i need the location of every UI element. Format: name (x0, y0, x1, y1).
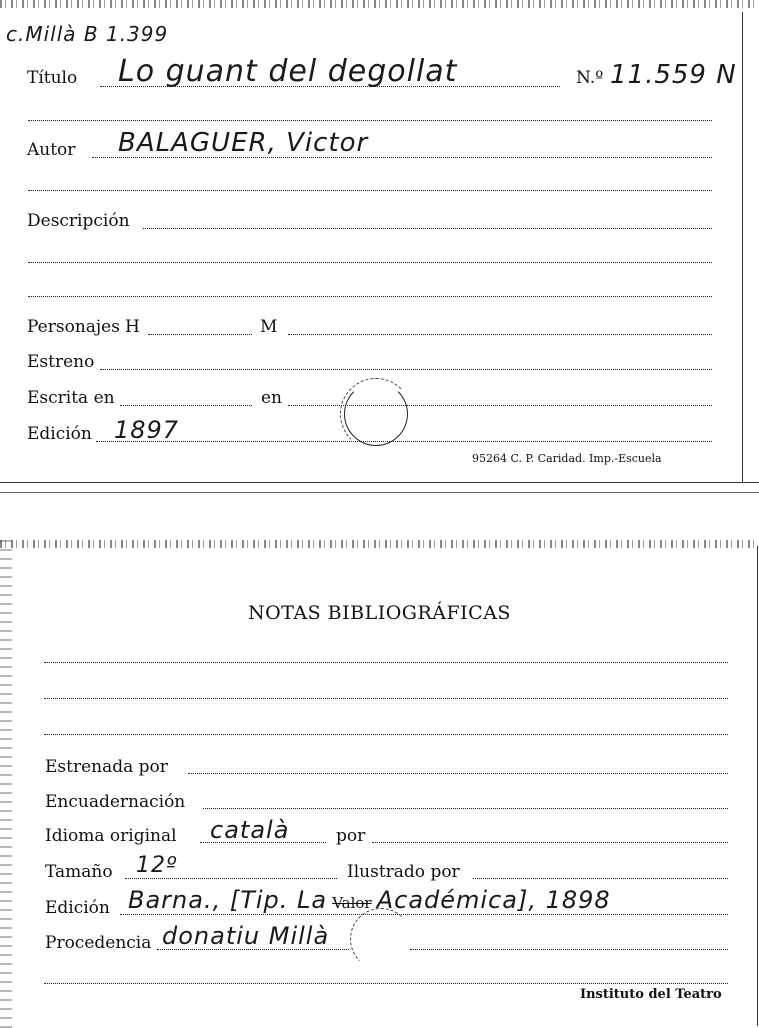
edicion-line (96, 441, 712, 442)
estreno-label: Estreno (27, 352, 95, 372)
tamano-value: 12º (136, 853, 178, 878)
edicion-back-struck: Valor (332, 894, 372, 912)
encuadernacion-line (203, 808, 728, 809)
notas-line-1 (44, 662, 728, 663)
autor-value: BALAGUER, Victor (118, 128, 369, 158)
personajes-m-line (288, 334, 712, 335)
titulo-label: Título (27, 68, 78, 88)
edicion-back-label: Edición (45, 898, 110, 918)
card-right-edge (742, 12, 743, 482)
notas-line-2 (44, 698, 728, 699)
printer-imprint: 95264 C. P. Caridad. Imp.-Escuela (472, 452, 662, 465)
tamano-line (125, 878, 337, 879)
notas-line-bottom (44, 983, 728, 984)
idioma-label: Idioma original (45, 826, 177, 846)
personajes-h-line (148, 334, 252, 335)
card-bottom-edge (0, 482, 759, 483)
numero-label: N.º (576, 68, 604, 88)
personajes-m-label: M (260, 317, 278, 337)
idioma-por-line (372, 842, 728, 843)
descripcion-label: Descripción (27, 211, 130, 231)
edicion-back-value-part1: Barna., [Tip. La (128, 886, 328, 914)
catalog-card-front (0, 0, 759, 495)
titulo-line-2 (28, 120, 712, 121)
estreno-line (100, 369, 712, 370)
idioma-por-label: por (336, 826, 366, 846)
ink-stamp-arc (340, 378, 412, 450)
tamano-label: Tamaño (45, 862, 113, 882)
escrita-line (120, 405, 252, 406)
edicion-back-value-part2: Académica], 1898 (376, 886, 611, 914)
card-edge-noise (0, 0, 759, 8)
card-bottom-shadow (0, 492, 759, 493)
card-edge-noise (0, 540, 759, 548)
procedencia-value: donatiu Millà (162, 922, 330, 950)
edicion-value: 1897 (114, 416, 180, 444)
corner-note: c.Millà B 1.399 (6, 22, 169, 46)
notas-line-3 (44, 734, 728, 735)
encuadernacion-label: Encuadernación (45, 792, 186, 812)
escrita-en-label: en (261, 388, 283, 408)
escrita-label: Escrita en (27, 388, 115, 408)
estrenada-line (188, 773, 728, 774)
edicion-back-line (120, 914, 728, 915)
autor-label: Autor (27, 140, 76, 160)
numero-value: 11.559 N (610, 60, 737, 90)
catalog-card-back (0, 540, 759, 1028)
descripcion-line (143, 228, 712, 229)
ilustrado-line (473, 878, 728, 879)
titulo-value: Lo guant del degollat (118, 54, 458, 89)
autor-line-2 (28, 190, 712, 191)
estrenada-label: Estrenada por (45, 757, 168, 777)
ink-stamp-arc (350, 908, 412, 970)
procedencia-label: Procedencia (45, 933, 152, 953)
edicion-label: Edición (27, 424, 92, 444)
descripcion-line-2 (28, 262, 712, 263)
idioma-value: català (210, 816, 290, 844)
procedencia-line-2 (410, 949, 728, 950)
descripcion-line-3 (28, 296, 712, 297)
ilustrado-label: Ilustrado por (347, 862, 460, 882)
personajes-label: Personajes (27, 317, 120, 337)
footer-institution: Instituto del Teatro (580, 987, 722, 1002)
personajes-h-label: H (125, 317, 140, 337)
notas-heading: NOTAS BIBLIOGRÁFICAS (248, 602, 511, 624)
